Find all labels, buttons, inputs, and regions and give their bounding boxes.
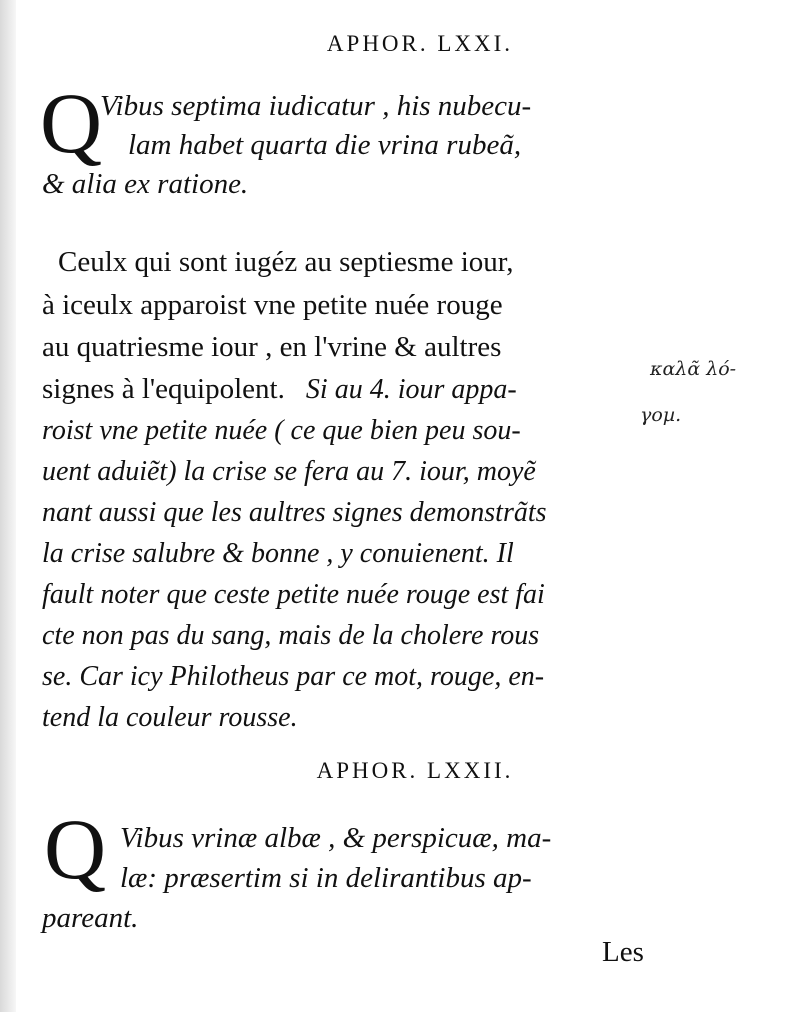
french-italic-line: se. Car icy Philotheus par ce mot, rouge, en- xyxy=(42,661,545,692)
french-italic-line: fault noter que ceste petite nuée rouge est fai xyxy=(42,579,545,610)
aphorism-heading: APHOR. LXXII. xyxy=(316,758,514,783)
drop-cap-initial: Q xyxy=(44,801,107,897)
french-roman-segment: signes à l'equipolent. xyxy=(42,373,285,405)
french-line: Ceulx qui sont iugéz au septiesme iour, xyxy=(58,246,514,278)
french-line: au quatriesme iour , en l'vrine & aultres xyxy=(42,331,502,363)
latin-line: pareant. xyxy=(42,902,139,934)
page-gutter-shadow xyxy=(0,0,16,1012)
margin-annotation-line: καλᾶ λό- xyxy=(650,358,737,380)
french-line: à iceulx apparoist vne petite nuée rouge xyxy=(42,289,503,321)
drop-cap-initial: Q xyxy=(40,75,103,171)
french-italic-segment: Si au 4. iour appa- xyxy=(305,374,517,405)
catchword: Les xyxy=(602,936,644,968)
latin-line: & alia ex ratione. xyxy=(42,168,249,200)
latin-line: Vibus vrinæ albæ , & perspicuæ, ma- xyxy=(120,822,552,854)
mixed-french-line xyxy=(42,373,517,406)
french-italic-line: tend la couleur rousse. xyxy=(42,702,298,733)
latin-line: lam habet quarta die vrina rubeã, xyxy=(128,129,522,161)
latin-line: Vibus septima iudicatur , his nubecu- xyxy=(100,90,532,122)
aphorism-heading: APHOR. LXXI. xyxy=(326,31,514,56)
margin-annotation-line: γοµ. xyxy=(640,404,682,426)
french-italic-line: cte non pas du sang, mais de la cholere rous xyxy=(42,620,540,651)
french-italic-line: roist vne petite nuée ( ce que bien peu sou- xyxy=(42,415,521,446)
latin-line: læ: præsertim si in delirantibus ap- xyxy=(120,862,532,894)
french-italic-line: uent aduiẽt) la crise se fera au 7. iour, moyẽ xyxy=(42,456,536,487)
french-italic-line: nant aussi que les aultres signes demonstrãts xyxy=(42,497,547,528)
french-italic-line: la crise salubre & bonne , y conuienent. Il xyxy=(42,538,514,569)
